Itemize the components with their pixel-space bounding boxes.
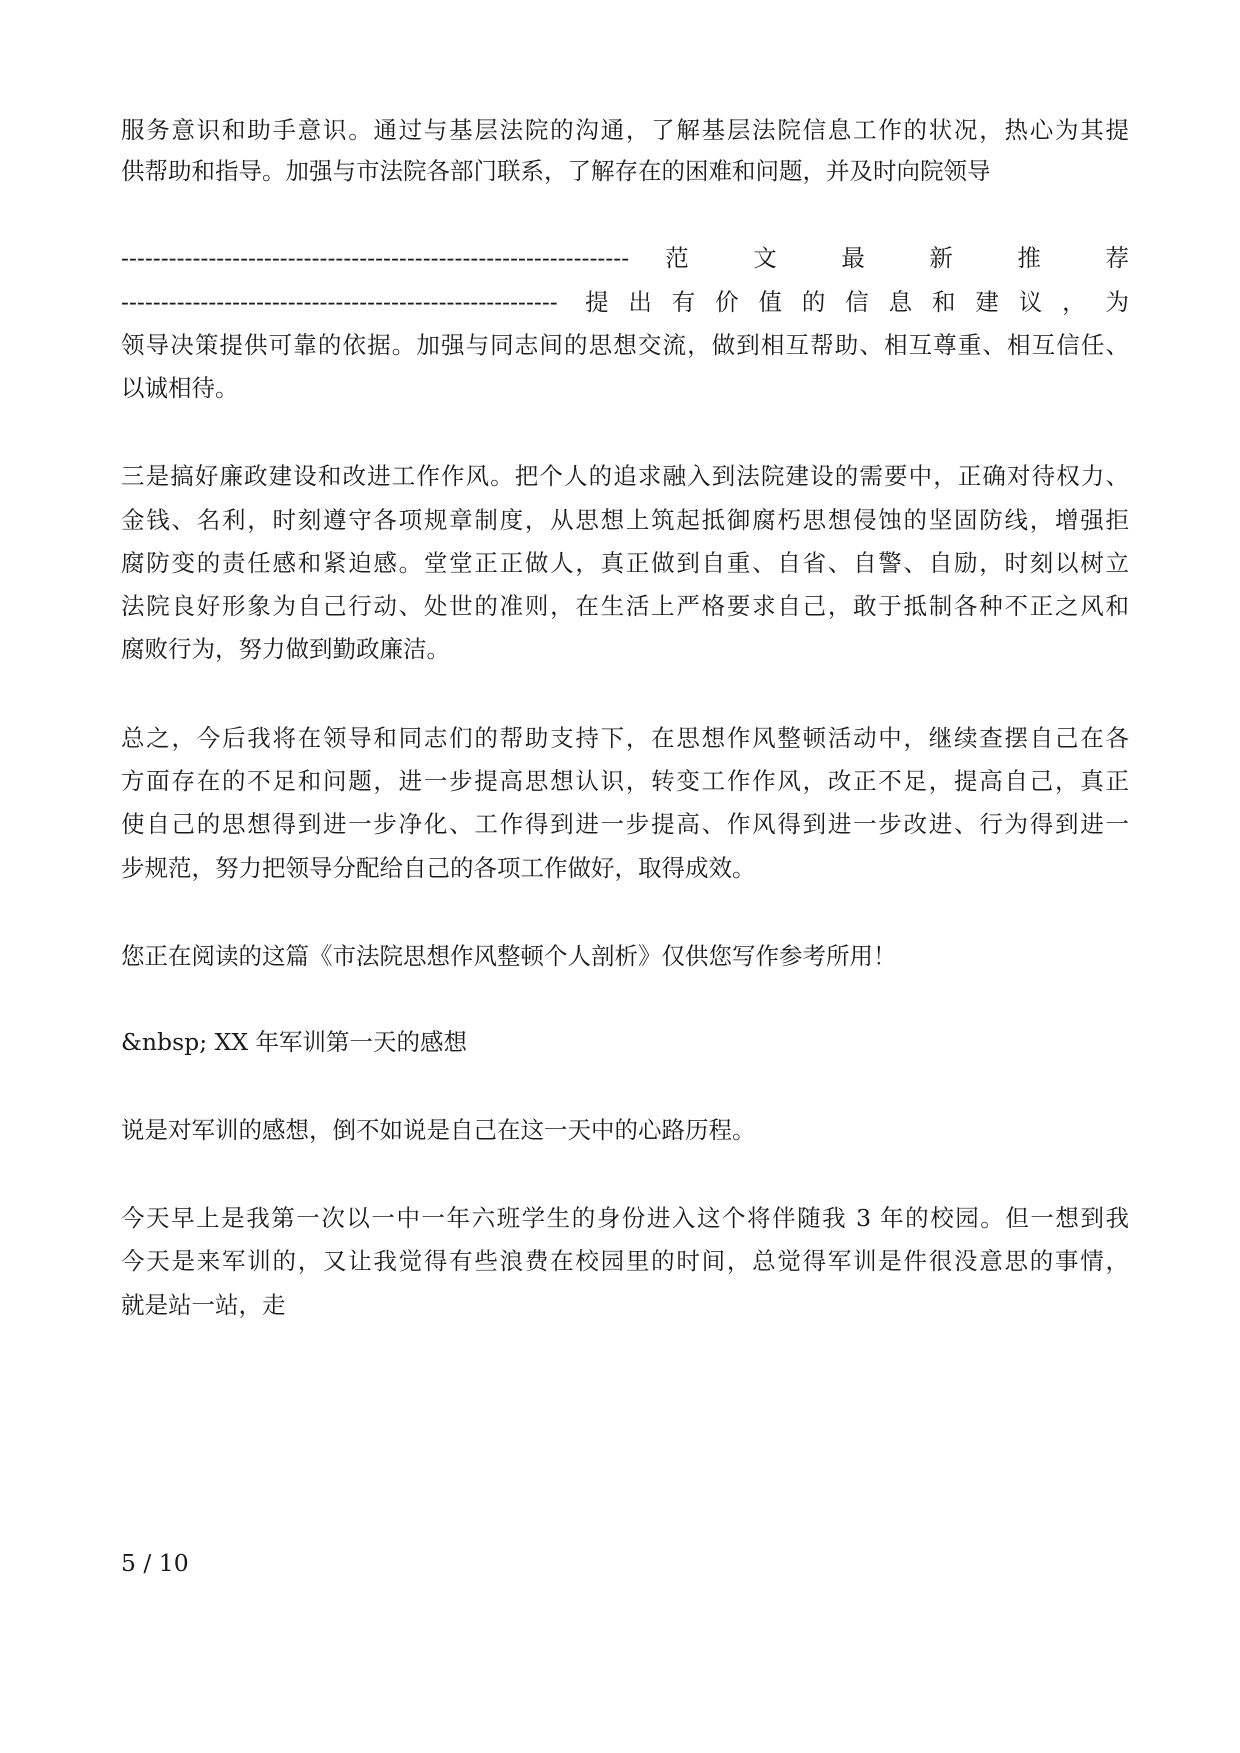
section-heading: &nbsp; XX 年军训第一天的感想: [121, 1028, 468, 1056]
text-line: 您正在阅读的这篇《市法院思想作风整顿个人剖析》仅供您写作参考所用！: [121, 942, 897, 970]
text-line: 三是搞好廉政建设和改进工作作风。把个人的追求融入到法院建设的需要中，正确对待权力、: [121, 462, 1129, 490]
text-line: 以诚相待。: [121, 374, 239, 402]
recommend-divider-line: ---------------------------------------------------------------- 范 文 最 新 推 荐: [121, 244, 1129, 272]
text-line: 步规范，努力把领导分配给自己的各项工作做好，取得成效。: [121, 854, 756, 882]
text-line: 金钱、名利，时刻遵守各项规章制度，从思想上筑起抵御腐朽思想侵蚀的坚固防线，增强拒: [121, 506, 1129, 534]
text-line: 使自己的思想得到进一步净化、工作得到进一步提高、作风得到进一步改进、行为得到进一: [121, 810, 1129, 838]
page-number: 5 / 10: [121, 1549, 189, 1577]
text-line: ------------------------------------------------------- 提出有价值的信息和建议，为: [121, 288, 1129, 316]
text-line: 方面存在的不足和问题，进一步提高思想认识，转变工作作风，改正不足，提高自己，真正: [121, 767, 1129, 795]
text-line: 服务意识和助手意识。通过与基层法院的沟通，了解基层法院信息工作的状况，热心为其提: [121, 116, 1129, 144]
text-line: 就是站一站，走: [121, 1291, 286, 1319]
text-line: 今天是来军训的，又让我觉得有些浪费在校园里的时间，总觉得军训是件很没意思的事情，: [121, 1247, 1129, 1275]
text-line: 腐防变的责任感和紧迫感。堂堂正正做人，真正做到自重、自省、自警、自励，时刻以树立: [121, 549, 1129, 577]
text-line: 今天早上是我第一次以一中一年六班学生的身份进入这个将伴随我 3 年的校园。但一想到我: [121, 1204, 1129, 1232]
text-line: 总之，今后我将在领导和同志们的帮助支持下，在思想作风整顿活动中，继续查摆自己在各: [121, 724, 1129, 752]
text-line: 法院良好形象为自己行动、处世的准则，在生活上严格要求自己，敢于抵制各种不正之风和: [121, 592, 1129, 620]
text-line: 腐败行为，努力做到勤政廉洁。: [121, 635, 450, 663]
text-line: 供帮助和指导。加强与市法院各部门联系，了解存在的困难和问题，并及时向院领导: [121, 157, 991, 185]
text-line: 领导决策提供可靠的依据。加强与同志间的思想交流，做到相互帮助、相互尊重、相互信任、: [121, 331, 1129, 359]
text-line: 说是对军训的感想，倒不如说是自己在这一天中的心路历程。: [121, 1116, 756, 1144]
